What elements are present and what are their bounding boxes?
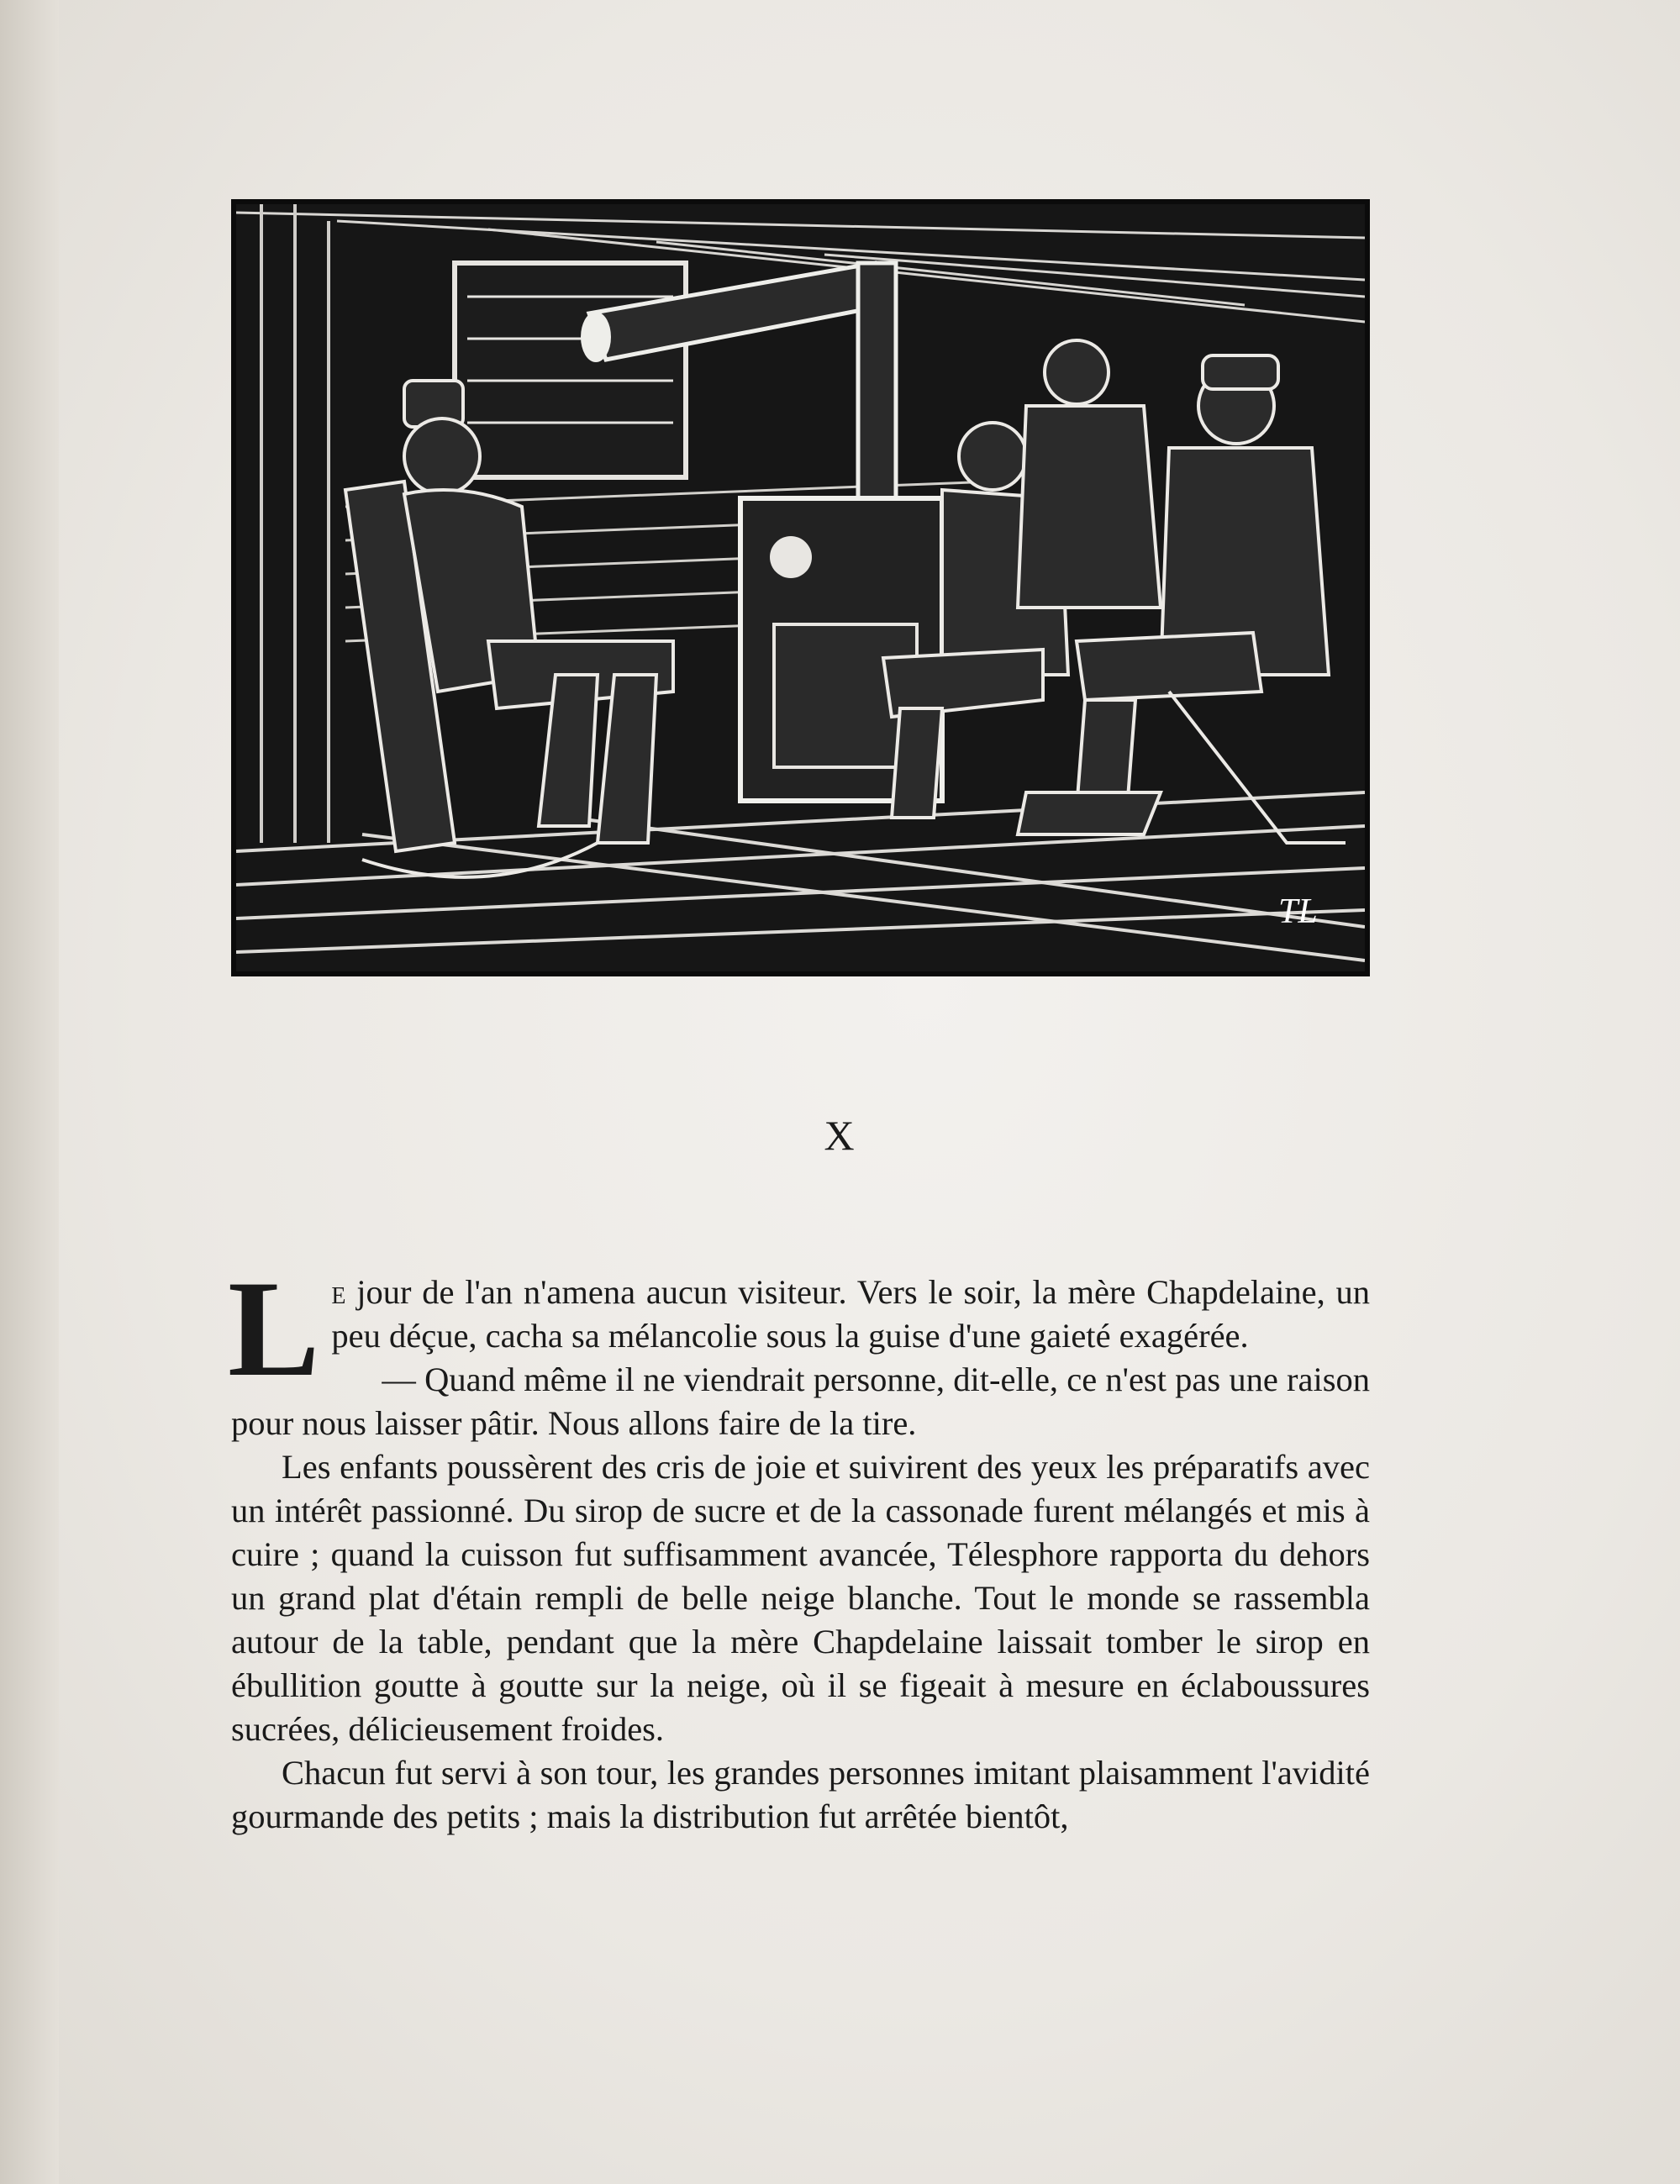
page-edge — [0, 0, 59, 2184]
paragraph-2: — Quand même il ne viendrait personne, dit-elle, ce n'est pas une raison pour nous laisser pâtir. Nous allons faire de la tire. — [231, 1360, 1370, 1442]
woodcut-drawing — [236, 204, 1365, 971]
chapter-number: X — [824, 1112, 856, 1159]
small-caps-start: e — [331, 1273, 346, 1311]
paragraph-1-text: jour de l'an n'amena aucun visiteur. Vers le soir, la mère Chapdelaine, un peu déçue, cacha sa mélancolie sous la guise d'une gaieté exagérée. — [331, 1273, 1370, 1355]
paragraph-4: Chacun fut servi à son tour, les grandes personnes imitant plaisamment l'avidité gourmande des petits ; mais la distribution fut arrêtée bientôt, — [231, 1754, 1370, 1835]
drop-cap: L — [228, 1253, 320, 1405]
body-text — [228, 1253, 1370, 1839]
engraver-monogram: TL — [1278, 892, 1318, 931]
paragraph-3: Les enfants poussèrent des cris de joie et suivirent des yeux les préparatifs avec un intérêt passionné. Du sirop de sucre et de la cassonade furent mélangés et mis à cuire ; quand la cuisson fut suffisamment avancée, Télesphore rapporta du dehors un grand plat d'étain rempli de belle neige blanche. Tout le monde se rassembla autour de la table, pendant que la mère Chapdelaine laissait tomber le sirop en ébullition goutte à goutte sur la neige, où il se figeait à mesure en éclaboussures sucrées, délicieusement froides. — [231, 1448, 1370, 1748]
woodcut-illustration — [231, 199, 1370, 976]
